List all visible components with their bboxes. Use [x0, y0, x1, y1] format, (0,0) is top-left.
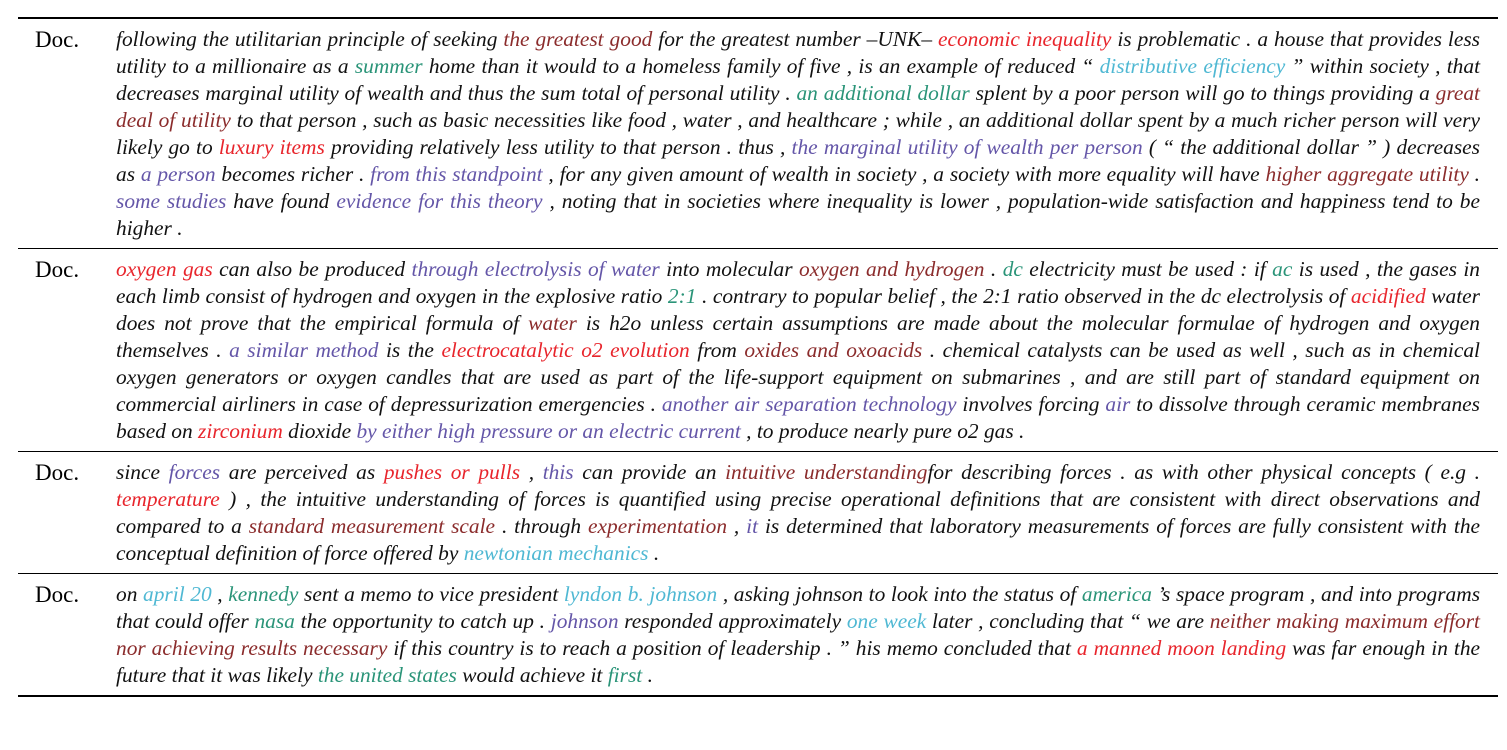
highlighted-span: water	[528, 311, 577, 335]
highlighted-span: through electrolysis of water	[411, 257, 660, 281]
highlighted-span: nasa	[254, 609, 295, 633]
text-segment: for the greatest number –UNK–	[652, 27, 938, 51]
text-segment: dioxide	[282, 419, 357, 443]
text-segment: was far enough in the future that it was likely	[116, 636, 1481, 687]
highlighted-span: ac	[1272, 257, 1293, 281]
highlighted-span: forces	[168, 460, 221, 484]
row-label: Doc.	[35, 27, 80, 52]
text-segment: is problematic . a house that provides less utility to a millionaire as a	[116, 27, 1481, 78]
text-segment: , to produce nearly pure o2 gas .	[740, 419, 1025, 443]
text-segment: is determined that laboratory measurements of forces are fully consistent with the conceptual definition of force offered by	[116, 514, 1481, 565]
text-segment: the opportunity to catch up .	[294, 609, 551, 633]
text-segment: . chemical catalysts can be used as well , such as in chemical oxygen generators or oxygen candles that are used as part of the life-support equipment on submarines , and are still part of standard equipment on commercial airliners in case of depressurization emergencies .	[116, 338, 1480, 416]
text-segment: into molecular	[659, 257, 799, 281]
highlighted-span: this	[542, 460, 574, 484]
text-segment: if this country is to reach a position of leadership . ” his memo concluded that	[387, 636, 1077, 660]
highlighted-span: a person	[140, 162, 216, 186]
text-segment: , for any given amount of wealth in society , a society with more equality will have	[542, 162, 1266, 186]
text-segment: responded approximately	[618, 609, 847, 633]
text-segment: on	[116, 582, 144, 606]
highlighted-span: oxygen gas	[116, 257, 213, 281]
highlighted-span: another air separation technology	[661, 392, 957, 416]
text-segment: . contrary to popular belief , the 2:1 ratio observed in the dc electrolysis of	[696, 284, 1351, 308]
text-segment: from	[689, 338, 745, 362]
highlighted-span: a similar method	[229, 338, 379, 362]
highlighted-span: the united states	[317, 663, 457, 687]
highlighted-span: johnson	[550, 609, 619, 633]
highlighted-span: the marginal utility of wealth per person	[791, 135, 1143, 159]
highlighted-span: lyndon b. johnson	[563, 582, 718, 606]
text-segment: . through	[495, 514, 589, 538]
text-segment: for describing forces . as with other physical concepts ( e.g .	[927, 460, 1481, 484]
highlighted-span: by either high pressure or an electric current	[356, 419, 741, 443]
text-segment: .	[1468, 162, 1480, 186]
row-label: Doc.	[35, 460, 80, 485]
text-segment: is used , the gases in each limb consist of hydrogen and oxygen in the explosive ratio	[116, 257, 1480, 308]
document-text	[116, 26, 1498, 242]
text-segment: ( “ the additional dollar ” ) decreases as	[116, 135, 1480, 186]
text-segment: becomes richer .	[215, 162, 371, 186]
highlighted-span: from this standpoint	[370, 162, 543, 186]
text-segment: to dissolve through ceramic membranes based on	[116, 392, 1480, 443]
text-segment: water does not prove that the empirical formula of	[116, 284, 1481, 335]
text-segment: ’s space program , and into programs that could offer	[116, 582, 1481, 633]
highlighted-span: dc	[1002, 257, 1023, 281]
highlighted-span: evidence for this theory	[336, 189, 543, 213]
text-segment: since	[116, 460, 169, 484]
highlighted-span: great deal of utility	[116, 81, 1480, 132]
document-text	[116, 256, 1498, 445]
text-segment: later , concluding that “ we are	[926, 609, 1210, 633]
text-segment: can provide an	[573, 460, 726, 484]
highlighted-span: zirconium	[198, 419, 283, 443]
text-segment: ,	[520, 460, 543, 484]
highlighted-span: it	[746, 514, 759, 538]
document-table	[18, 17, 1498, 697]
highlighted-span: luxury items	[218, 135, 325, 159]
text-segment: .	[648, 541, 660, 565]
highlighted-span: oxides and oxoacids	[744, 338, 923, 362]
text-segment: following the utilitarian principle of seeking	[116, 27, 504, 51]
highlighted-span: kennedy	[228, 582, 299, 606]
text-segment: ) , the intuitive understanding of forces is quantified using precise operational definitions that are consistent with direct observations and compared to a	[116, 487, 1480, 538]
document-text	[116, 581, 1498, 689]
text-segment: .	[642, 663, 653, 687]
text-segment: have found	[226, 189, 337, 213]
highlighted-span: air	[1105, 392, 1131, 416]
highlighted-span: summer	[354, 54, 423, 78]
highlighted-span: 2:1	[667, 284, 697, 308]
table-row	[18, 19, 1498, 248]
text-segment: would achieve it	[456, 663, 608, 687]
highlighted-span: intuitive understanding	[725, 460, 928, 484]
highlighted-span: first	[607, 663, 643, 687]
text-segment: splent by a poor person will go to things providing a	[969, 81, 1436, 105]
highlighted-span: economic inequality	[937, 27, 1112, 51]
text-segment: .	[984, 257, 1003, 281]
highlighted-span: experimentation	[588, 514, 728, 538]
text-segment: are perceived as	[220, 460, 384, 484]
table-row	[18, 248, 1498, 451]
table-row	[18, 573, 1498, 695]
highlighted-span: the greatest good	[503, 27, 653, 51]
text-segment: is h2o unless certain assumptions are made about the molecular formulae of hydrogen and oxygen themselves .	[116, 311, 1480, 362]
highlighted-span: standard measurement scale	[248, 514, 496, 538]
text-segment: is the	[378, 338, 442, 362]
highlighted-span: pushes or pulls	[383, 460, 521, 484]
highlighted-span: temperature	[116, 487, 220, 511]
text-segment: involves forcing	[956, 392, 1106, 416]
highlighted-span: april 20	[143, 582, 212, 606]
text-segment: can also be produced	[212, 257, 412, 281]
table-row	[18, 451, 1498, 573]
row-label: Doc.	[35, 582, 80, 607]
text-segment: ,	[211, 582, 229, 606]
highlighted-span: electrocatalytic o2 evolution	[441, 338, 690, 362]
highlighted-span: newtonian mechanics	[463, 541, 649, 565]
text-segment: home than it would to a homeless family of five , is an example of reduced “	[422, 54, 1100, 78]
row-label: Doc.	[35, 257, 80, 282]
highlighted-span: america	[1081, 582, 1152, 606]
text-segment: to that person , such as basic necessities like food , water , and healthcare ; while , an additional dollar spent by a much richer person will very likely go to	[116, 108, 1480, 159]
text-segment: ,	[727, 514, 747, 538]
highlighted-span: higher aggregate utility	[1265, 162, 1469, 186]
text-segment: , asking johnson to look into the status of	[717, 582, 1082, 606]
highlighted-span: acidified	[1350, 284, 1426, 308]
highlighted-span: an additional dollar	[796, 81, 970, 105]
highlighted-span: neither making maximum effort nor achieving results necessary	[116, 609, 1481, 660]
highlighted-span: oxygen and hydrogen	[799, 257, 985, 281]
text-segment: electricity must be used : if	[1022, 257, 1273, 281]
text-segment: , noting that in societies where inequality is lower , population-wide satisfaction and happiness tend to be higher .	[116, 189, 1480, 240]
highlighted-span: a manned moon landing	[1076, 636, 1287, 660]
highlighted-span: one week	[846, 609, 927, 633]
document-text	[116, 459, 1498, 567]
highlighted-span: distributive efficiency	[1099, 54, 1286, 78]
text-segment: providing relatively less utility to that person . thus ,	[324, 135, 792, 159]
text-segment: sent a memo to vice president	[298, 582, 564, 606]
highlighted-span: some studies	[116, 189, 227, 213]
text-segment: ” within society , that decreases marginal utility of wealth and thus the sum total of personal utility .	[116, 54, 1481, 105]
